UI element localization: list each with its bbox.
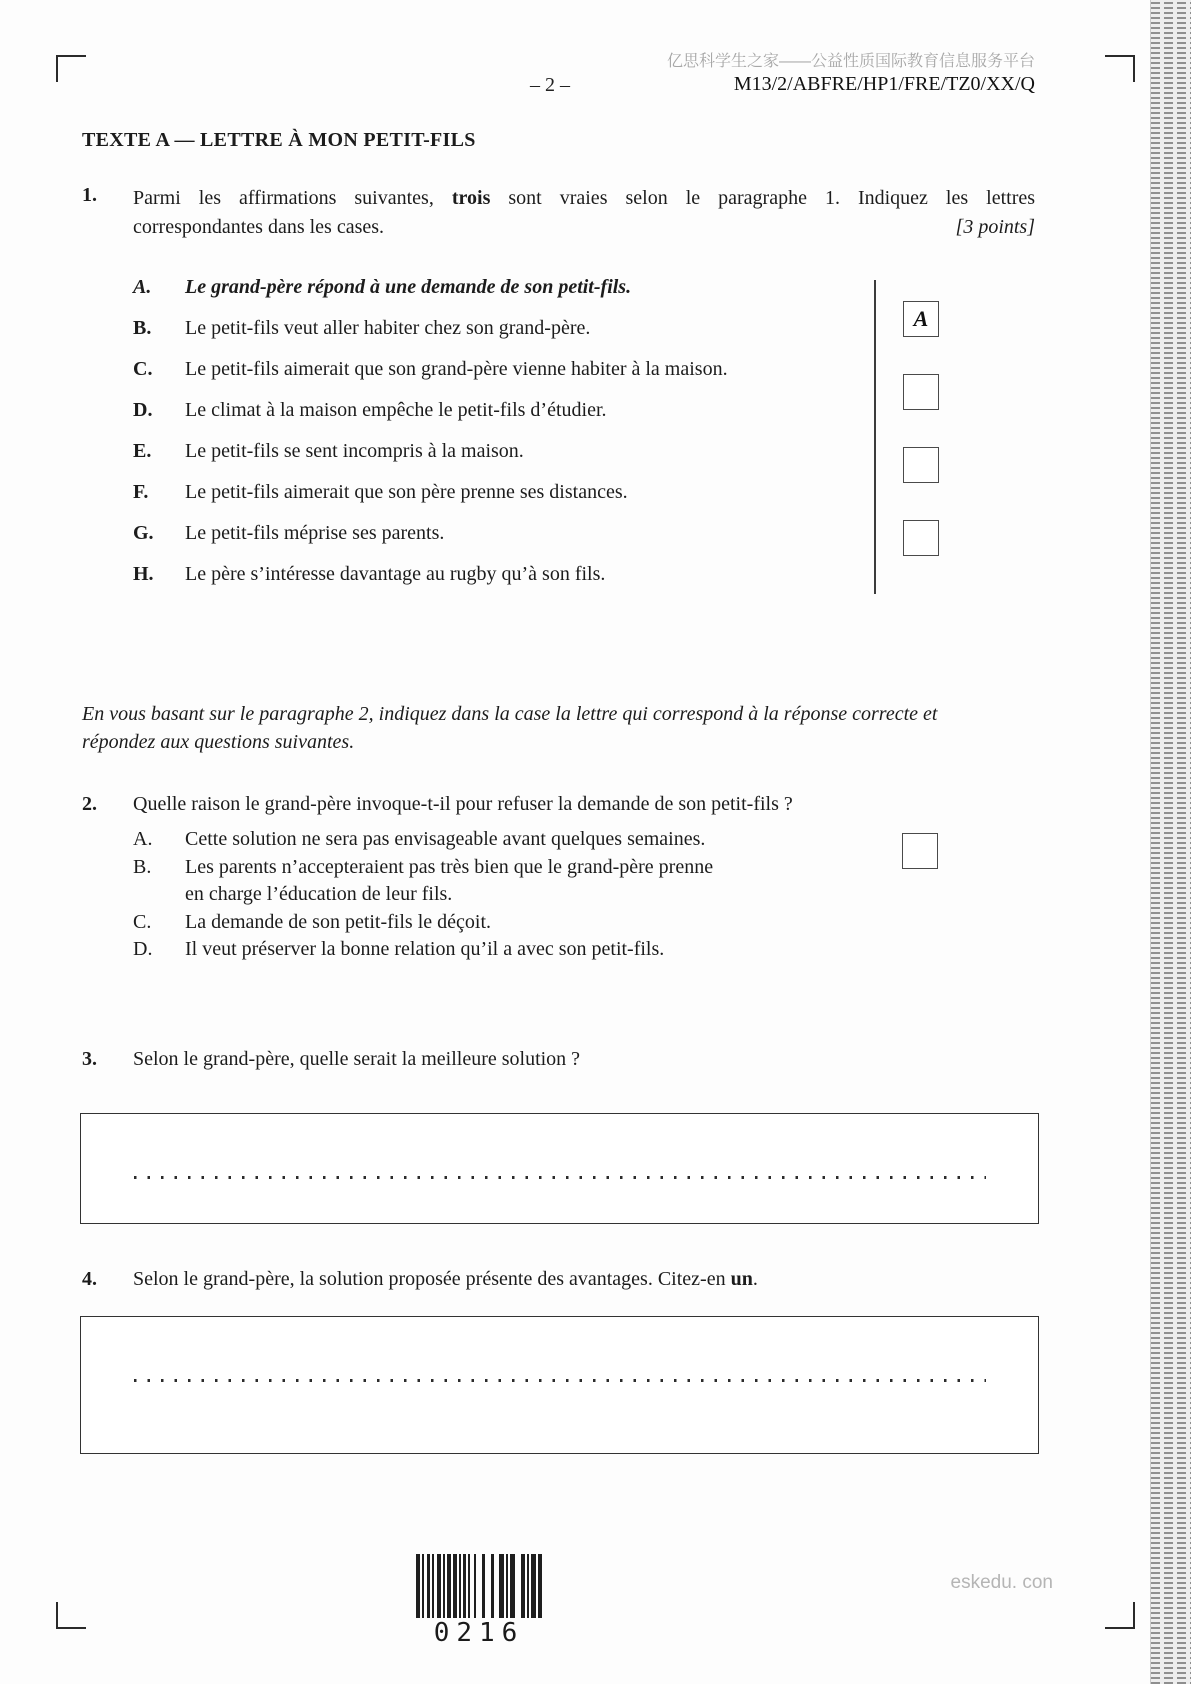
statement-text: Le père s’intéresse davantage au rugby qu’à son fils. [185,563,606,585]
page-edge-texture [1150,0,1191,1684]
statement-row-c [133,358,868,399]
statement-row-e [133,440,868,481]
q4-answer-area[interactable] [80,1316,1039,1454]
page-number: – 2 – [530,74,570,96]
question-1-number: 1. [82,184,97,206]
platform-watermark-header: 亿思科学生之家——公益性质国际教育信息服务平台 [666,53,1035,70]
question-3-number: 3. [82,1048,97,1070]
q2-option-b [133,854,953,909]
question-4-text-pre: Selon le grand-père, la solution proposée présente des avantages. Citez-en [133,1268,726,1290]
q1-answer-box-1[interactable] [903,374,939,410]
statement-letter: D. [133,399,153,421]
q2-option-c [133,909,953,937]
q2-answer-box[interactable] [902,833,938,869]
statement-text: Le petit-fils méprise ses parents. [185,522,445,544]
statement-row-f [133,481,868,522]
question-1-text-line2: correspondantes dans les cases. [133,215,385,238]
statement-letter: A. [133,276,152,298]
statement-row-b [133,317,868,358]
option-text: La demande de son petit-fils le déçoit. [185,910,492,933]
question-1-line2 [133,213,1035,242]
crop-mark-bottom-right [1105,1602,1135,1629]
option-letter: D. [133,938,153,960]
statement-row-a [133,276,868,317]
question-4-number: 4. [82,1268,97,1290]
statement-letter: F. [133,481,149,503]
question-2-text: Quelle raison le grand-père invoque-t-il pour refuser la demande de son petit-fils ? [133,793,793,815]
statement-letter: H. [133,563,154,585]
barcode-number: 0216 [433,1618,525,1648]
statement-letter: C. [133,358,153,380]
q1-answer-box-3[interactable] [903,520,939,556]
option-letter: B. [133,855,152,878]
option-letter: A. [133,828,153,850]
crop-mark-top-right [1105,55,1135,82]
question-1-text-post: sont vraies selon le paragraphe 1. Indiquez les lettres [508,187,1036,209]
q4-answer-dotted-line [134,1379,986,1382]
instruction-line2: répondez aux questions suivantes. [82,731,355,753]
question-2-options [133,826,953,964]
q3-answer-area[interactable] [80,1113,1039,1224]
statement-letter: G. [133,522,154,544]
statement-text: Le petit-fils aimerait que son père prenne ses distances. [185,481,628,503]
barcode-image [416,1554,542,1618]
option-text-line2: en charge l’éducation de leur fils. [185,883,453,905]
question-4-text-bold: un [730,1268,753,1290]
statements-list [133,276,868,604]
question-1-line1 [133,184,1035,213]
question-1-text [133,184,1035,241]
q2-option-d [133,936,953,964]
statement-letter: B. [133,317,152,339]
question-1-text-bold: trois [451,187,491,209]
crop-mark-bottom-left [56,1602,86,1629]
statement-row-d [133,399,868,440]
statement-text: Le climat à la maison empêche le petit-fils d’étudier. [185,399,607,421]
question-2-number: 2. [82,793,97,815]
answer-column-divider [874,280,876,594]
statement-letter: E. [133,440,152,462]
question-4-text-post: . [752,1268,758,1290]
statement-text: Le petit-fils veut aller habiter chez son grand-père. [185,317,591,339]
question-4-text [133,1268,1003,1291]
statement-text: Le petit-fils aimerait que son grand-père vienne habiter à la maison. [185,358,728,380]
statement-text: Le grand-père répond à une demande de son petit-fils. [185,276,632,298]
section-title: TEXTE A — LETTRE À MON PETIT-FILS [82,129,476,151]
q1-answer-box-2[interactable] [903,447,939,483]
statement-text: Le petit-fils se sent incompris à la maison. [185,440,524,462]
question-3-text: Selon le grand-père, quelle serait la meilleure solution ? [133,1048,581,1070]
paper-code: M13/2/ABFRE/HP1/FRE/TZ0/XX/Q [733,73,1035,95]
statement-row-g [133,522,868,563]
section-instruction [82,700,1042,756]
question-1-text-pre: Parmi les affirmations suivantes, [133,187,434,209]
option-letter: C. [133,910,152,933]
option-text: Cette solution ne sera pas envisageable avant quelques semaines. [185,828,706,850]
statement-row-h [133,563,868,604]
site-watermark: eskedu. con [950,1572,1053,1593]
q2-option-a [133,826,953,854]
option-text: Il veut préserver la bonne relation qu’il a avec son petit-fils. [185,938,665,960]
q3-answer-dotted-line [134,1176,986,1179]
instruction-line1: En vous basant sur le paragraphe 2, indiquez dans la case la lettre qui correspond à la réponse correcte et [82,703,938,725]
crop-mark-top-left [56,55,86,82]
option-text: Les parents n’accepteraient pas très bien que le grand-père prenne [185,855,714,878]
q1-answer-box-example[interactable]: A [903,301,939,337]
question-1-points: [3 points] [955,215,1035,238]
